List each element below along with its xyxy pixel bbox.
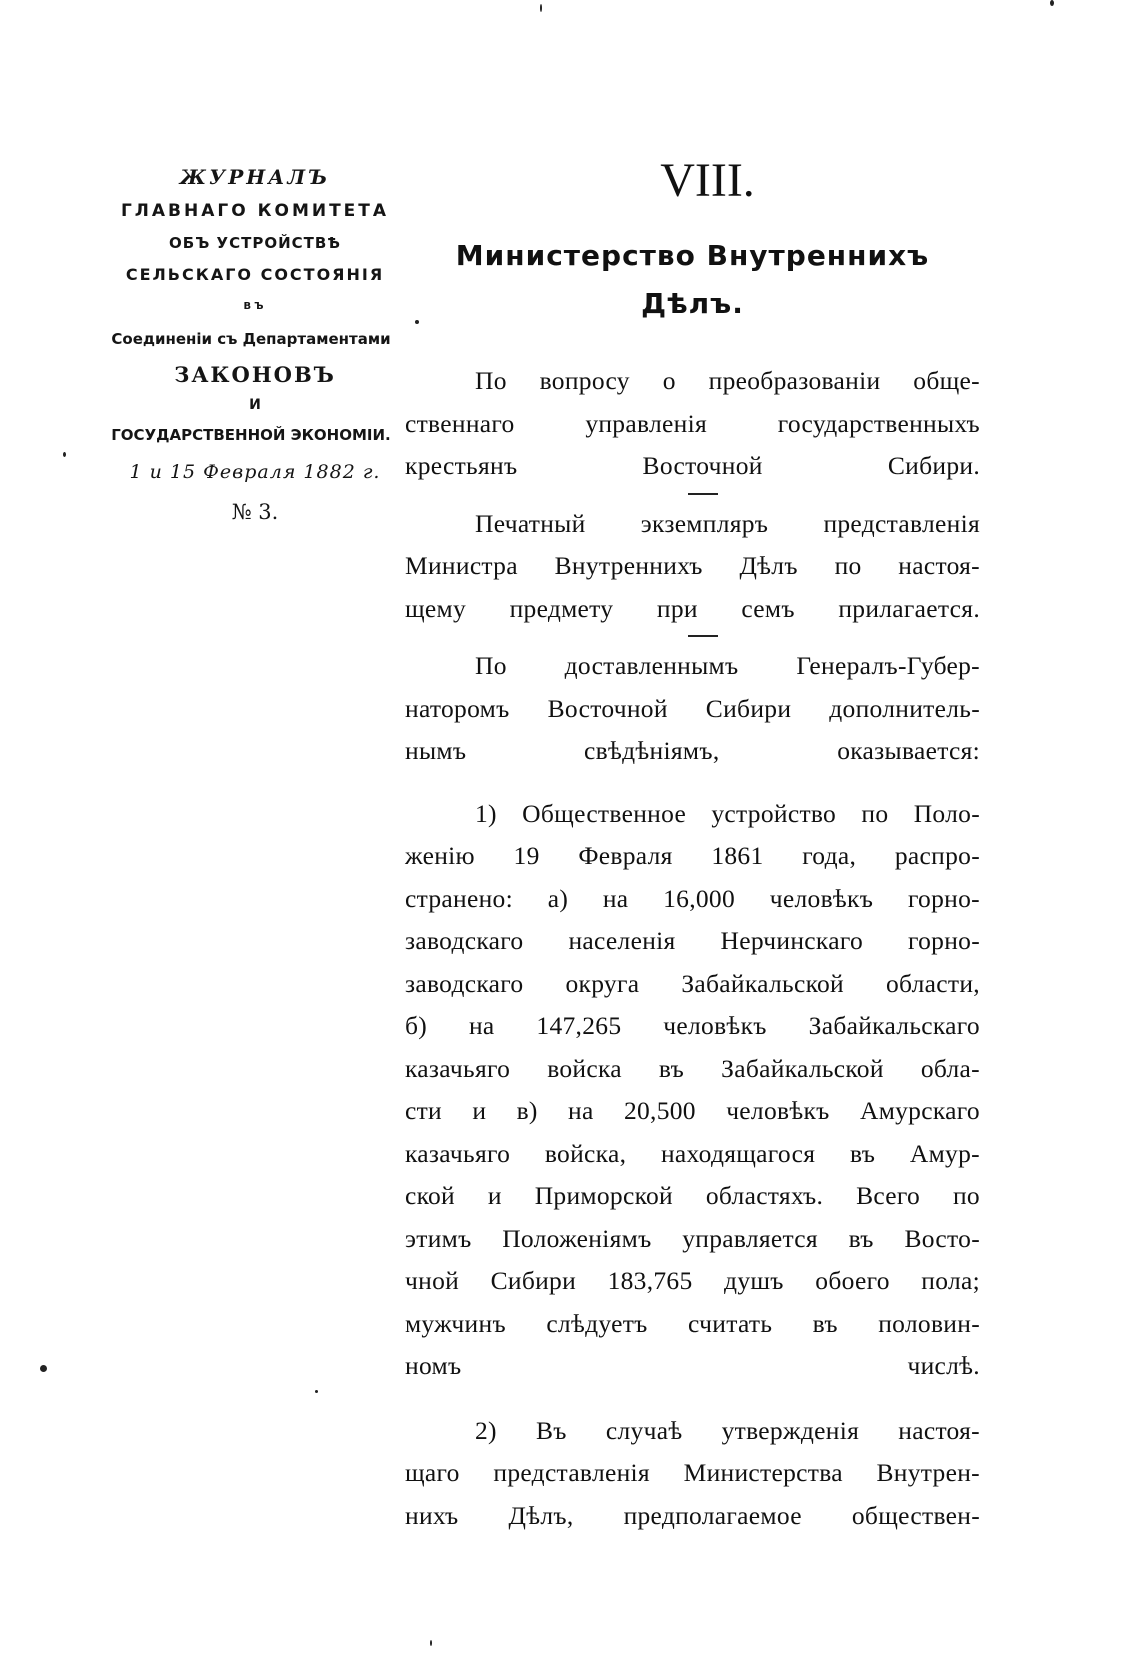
text-line: щему предмету при семъ прилагается. (405, 593, 980, 623)
ministry-heading-line1: Министерство Внутреннихъ (455, 239, 930, 272)
joint-departments: Соединеніи съ Департаментами (111, 330, 391, 348)
text-line: нихъ Дѣлъ, предполагаемое обществен- (405, 1500, 980, 1530)
text-line: номъ числѣ. (405, 1351, 980, 1380)
text-line: 2) Въ случаѣ утвержденія настоя- (475, 1415, 980, 1445)
paragraph-point-1 (405, 793, 980, 1388)
department-economy: ГОСУДАРСТВЕННОЙ ЭКОНОМІИ. (111, 426, 391, 444)
text-line: 1) Общественное устройство по Поло- (475, 798, 980, 828)
scan-speck (540, 4, 542, 12)
scan-speck (1050, 0, 1054, 6)
rural-condition: СЕЛЬСКАГО СОСТОЯНІЯ (125, 265, 385, 284)
scan-speck (40, 1365, 47, 1372)
text-line: ственнаго управленія государственныхъ (405, 408, 980, 438)
text-line: ской и Приморской областяхъ. Всего по (405, 1181, 980, 1210)
text-line: странено: а) на 16,000 человѣкъ горно- (405, 883, 980, 913)
scan-speck (315, 1390, 318, 1393)
text-line: сти и в) на 20,500 человѣкъ Амурскаго (405, 1096, 980, 1125)
text-line: По вопросу о преобразованіи обще- (475, 366, 980, 395)
text-line: женію 19 Февраля 1861 года, распро- (405, 841, 980, 870)
scan-speck (430, 1640, 432, 1646)
committee-name: ГЛАВНАГО КОМИТЕТА (120, 201, 390, 221)
journal-heading-block (95, 160, 415, 534)
scan-speck (415, 320, 419, 324)
scan-speck (63, 452, 66, 457)
conjunction-and: И (249, 397, 261, 413)
text-line: заводскаго округа Забайкальской области, (405, 968, 980, 998)
main-text-column (405, 150, 980, 1537)
text-line: По доставленнымъ Генералъ-Губер- (475, 651, 980, 680)
separator-rule (688, 635, 718, 637)
journal-title: ЖУРНАЛЪ (179, 165, 331, 189)
ministry-heading (405, 232, 980, 328)
paragraph-point-2 (405, 1410, 980, 1538)
text-line: заводскаго населенія Нерчинскаго горно- (405, 926, 980, 955)
text-line: б) на 147,265 человѣкъ Забайкальскаго (405, 1011, 980, 1040)
department-laws: ЗАКОНОВЪ (174, 362, 336, 387)
journal-date: 1 и 15 Февраля 1882 г. (129, 461, 381, 483)
text-line: Министра Внутреннихъ Дѣлъ по настоя- (405, 551, 980, 580)
text-line: наторомъ Восточной Сибири дополнитель- (405, 693, 980, 723)
text-line: щаго представленія Министерства Внутрен- (405, 1458, 980, 1487)
text-line: казачьяго войска, находящагося въ Амур- (405, 1138, 980, 1168)
journal-number: № 3. (231, 500, 279, 524)
committee-about: ОБЪ УСТРОЙСТВѢ (169, 234, 341, 252)
text-line: чной Сибири 183,765 душъ обоего пола; (405, 1266, 980, 1295)
text-line: мужчинъ слѣдуетъ считать въ половин- (405, 1308, 980, 1338)
separator-rule (688, 493, 718, 495)
paragraph-information (405, 645, 980, 773)
text-line: казачьяго войска въ Забайкальской обла- (405, 1053, 980, 1083)
ministry-heading-line2: Дѣлъ. (641, 287, 744, 320)
text-line: крестьянъ Восточной Сибири. (405, 451, 980, 480)
section-number: VIII. (660, 154, 755, 207)
text-line: Печатный экземпляръ представленія (475, 508, 980, 538)
preposition-vu: ВЪ (243, 301, 267, 312)
paragraph-printed-copy (405, 503, 980, 631)
paragraph-question (405, 360, 980, 488)
text-line: этимъ Положеніямъ управляется въ Восто- (405, 1223, 980, 1253)
text-line: нымъ свѣдѣніямъ, оказывается: (405, 736, 980, 765)
